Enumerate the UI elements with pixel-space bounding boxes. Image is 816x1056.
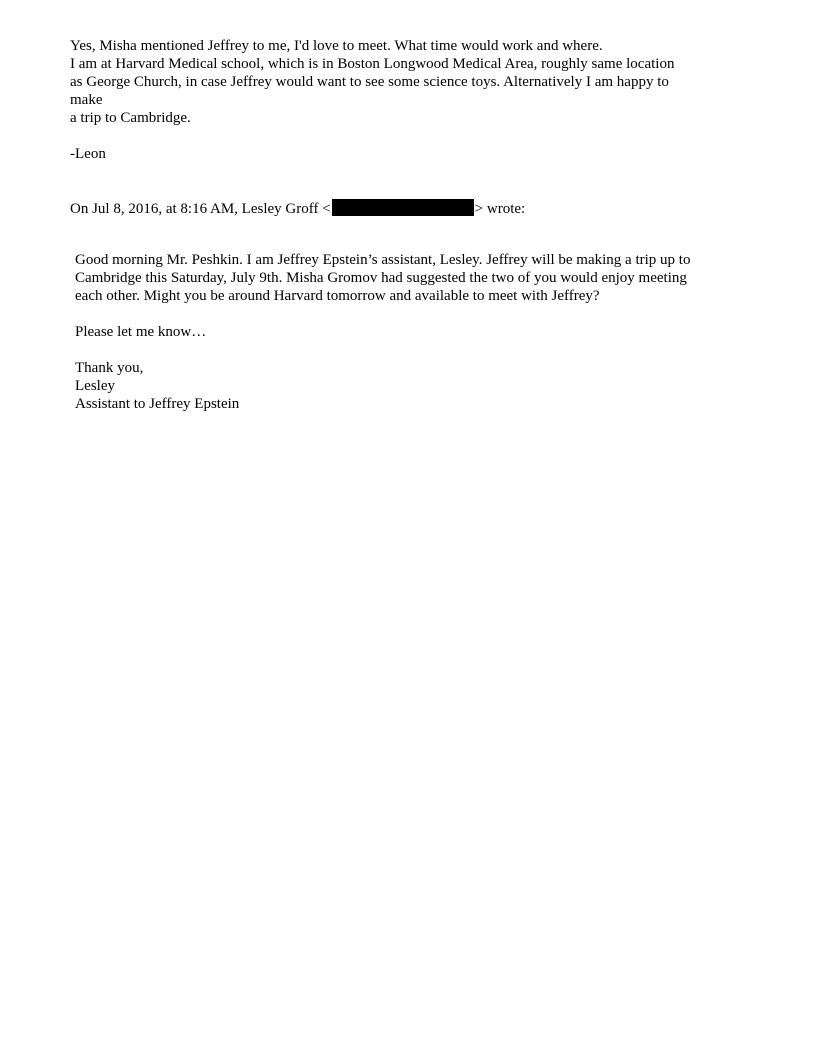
reply-signature: -Leon <box>70 146 106 162</box>
quoted-name: Lesley <box>75 378 115 394</box>
reply-line-3: as George Church, in case Jeffrey would want to see some science toys. Alternatively I am happy to <box>70 74 669 90</box>
reply-line-1: Yes, Misha mentioned Jeffrey to me, I'd love to meet. What time would work and where. <box>70 38 603 54</box>
reply-line-2: I am at Harvard Medical school, which is in Boston Longwood Medical Area, roughly same location <box>70 56 675 72</box>
quoted-closing: Thank you, <box>75 360 144 376</box>
quoted-request: Please let me know… <box>75 324 207 340</box>
quoted-line-1: Good morning Mr. Peshkin. I am Jeffrey Epstein’s assistant, Lesley. Jeffrey will be making a trip up to <box>75 252 691 268</box>
quote-header-prefix: On Jul 8, 2016, at 8:16 AM, Lesley Groff < <box>70 201 331 217</box>
reply-line-4: make <box>70 92 103 108</box>
quote-header-suffix: > wrote: <box>474 201 526 217</box>
quoted-line-3: each other. Might you be around Harvard tomorrow and available to meet with Jeffrey? <box>75 288 600 304</box>
quote-header <box>70 199 525 218</box>
reply-line-5: a trip to Cambridge. <box>70 110 191 126</box>
redacted-email-block <box>332 199 474 216</box>
quoted-line-2: Cambridge this Saturday, July 9th. Misha Gromov had suggested the two of you would enjoy meeting <box>75 270 687 286</box>
quoted-title: Assistant to Jeffrey Epstein <box>75 396 240 412</box>
